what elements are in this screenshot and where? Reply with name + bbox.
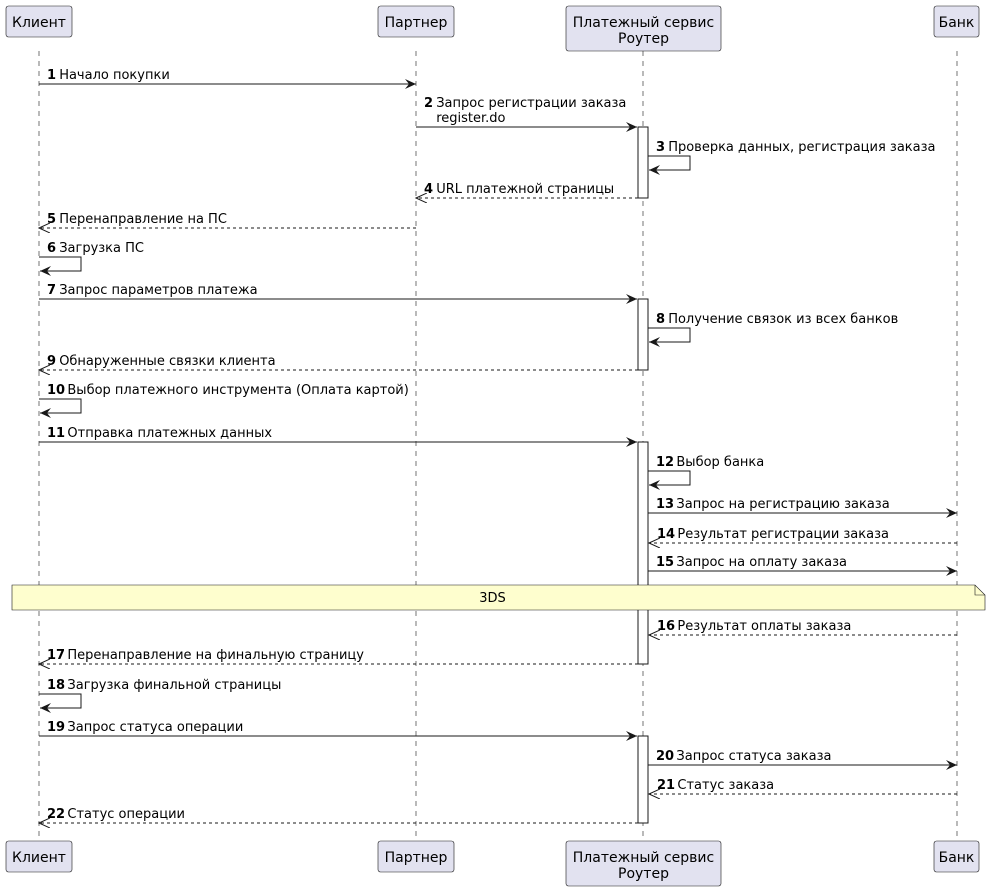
participant-client-bottom bbox=[6, 841, 72, 872]
message-label: Загрузка ПС bbox=[59, 241, 144, 256]
message-number: 20 bbox=[656, 749, 675, 764]
message-label: Запрос на регистрацию заказа bbox=[676, 497, 890, 512]
message-21 bbox=[649, 778, 957, 794]
participant-label: Клиент bbox=[12, 15, 66, 31]
message-5 bbox=[39, 212, 416, 228]
message-19 bbox=[39, 720, 637, 736]
message-label: Результат оплаты заказа bbox=[677, 619, 852, 634]
activation-bar-4 bbox=[638, 736, 648, 823]
activation-bar-3 bbox=[638, 442, 648, 664]
participant-label: Платежный сервис bbox=[572, 15, 715, 31]
message-label: Начало покупки bbox=[59, 68, 170, 83]
message-number: 2 bbox=[424, 96, 434, 111]
participant-router-bottom bbox=[566, 841, 721, 886]
message-22 bbox=[39, 807, 638, 823]
message-12 bbox=[648, 455, 764, 485]
participant-label: Роутер bbox=[618, 866, 669, 882]
message-label: Запрос статуса заказа bbox=[676, 749, 832, 764]
message-label: Перенаправление на ПС bbox=[59, 212, 227, 227]
participant-label: Партнер bbox=[384, 15, 448, 31]
message-number: 5 bbox=[47, 212, 57, 227]
message-6 bbox=[39, 241, 144, 271]
message-1 bbox=[39, 68, 416, 84]
participant-bank-top bbox=[934, 6, 979, 37]
message-label: Обнаруженные связки клиента bbox=[59, 354, 276, 369]
message-arrow bbox=[39, 257, 81, 271]
message-label: Запрос на оплату заказа bbox=[676, 555, 847, 570]
message-label: Запрос параметров платежа bbox=[59, 283, 258, 298]
message-arrow bbox=[648, 156, 690, 170]
message-number: 22 bbox=[47, 807, 66, 822]
message-4 bbox=[416, 182, 638, 198]
participant-partner-bottom bbox=[378, 841, 454, 872]
message-number: 9 bbox=[47, 354, 57, 369]
message-label: Запрос регистрации заказа bbox=[436, 96, 627, 111]
message-label: Статус операции bbox=[67, 807, 185, 822]
participant-label: Партнер bbox=[384, 850, 448, 866]
message-label: Перенаправление на финальную страницу bbox=[67, 648, 364, 663]
message-number: 6 bbox=[47, 241, 57, 256]
message-label: register.do bbox=[436, 111, 506, 126]
activation-bar-2 bbox=[638, 299, 648, 370]
participant-partner-top bbox=[378, 6, 454, 37]
message-15 bbox=[648, 555, 957, 571]
message-label: URL платежной страницы bbox=[436, 182, 615, 197]
message-label: Отправка платежных данных bbox=[67, 426, 273, 441]
note-3ds bbox=[12, 585, 985, 610]
message-arrow bbox=[648, 471, 690, 485]
message-label: Загрузка финальной страницы bbox=[67, 678, 282, 693]
participant-label: Клиент bbox=[12, 850, 66, 866]
message-number: 13 bbox=[656, 497, 675, 512]
message-10 bbox=[39, 383, 409, 413]
message-9 bbox=[39, 354, 638, 370]
participant-label: Банк bbox=[938, 850, 975, 866]
message-label: Результат регистрации заказа bbox=[677, 527, 889, 542]
message-number: 14 bbox=[657, 527, 676, 542]
message-14 bbox=[649, 527, 957, 543]
message-number: 8 bbox=[656, 312, 666, 327]
message-arrow bbox=[39, 694, 81, 708]
message-number: 16 bbox=[657, 619, 676, 634]
message-number: 15 bbox=[656, 555, 675, 570]
message-18 bbox=[39, 678, 281, 708]
message-number: 7 bbox=[47, 283, 57, 298]
message-label: Получение связок из всех банков bbox=[668, 312, 899, 327]
participant-router-top bbox=[566, 6, 721, 51]
message-11 bbox=[39, 426, 637, 442]
participant-label: Платежный сервис bbox=[572, 850, 715, 866]
message-7 bbox=[39, 283, 637, 299]
message-number: 4 bbox=[424, 182, 434, 197]
activation-bar-1 bbox=[638, 127, 648, 198]
message-8 bbox=[648, 312, 898, 342]
message-13 bbox=[648, 497, 957, 513]
message-3 bbox=[648, 140, 936, 170]
message-label: Выбор банка bbox=[676, 455, 765, 470]
message-arrow bbox=[39, 399, 81, 413]
message-number: 1 bbox=[47, 68, 57, 83]
message-number: 12 bbox=[656, 455, 675, 470]
message-number: 17 bbox=[47, 648, 66, 663]
message-number: 18 bbox=[47, 678, 66, 693]
message-number: 19 bbox=[47, 720, 66, 735]
message-label: Выбор платежного инструмента (Оплата картой) bbox=[67, 383, 409, 398]
message-16 bbox=[649, 619, 957, 635]
message-number: 11 bbox=[47, 426, 66, 441]
note-text: 3DS bbox=[479, 591, 506, 606]
participant-client-top bbox=[6, 6, 72, 37]
message-label: Статус заказа bbox=[677, 778, 775, 793]
message-label: Проверка данных, регистрация заказа bbox=[668, 140, 936, 155]
message-label: Запрос статуса операции bbox=[67, 720, 244, 735]
participant-bank-bottom bbox=[934, 841, 979, 872]
message-2 bbox=[416, 96, 637, 127]
message-17 bbox=[39, 648, 638, 664]
message-arrow bbox=[648, 328, 690, 342]
message-number: 21 bbox=[657, 778, 676, 793]
message-20 bbox=[648, 749, 957, 765]
participant-label: Банк bbox=[938, 15, 975, 31]
message-number: 10 bbox=[47, 383, 66, 398]
participant-label: Роутер bbox=[618, 31, 669, 47]
message-number: 3 bbox=[656, 140, 666, 155]
